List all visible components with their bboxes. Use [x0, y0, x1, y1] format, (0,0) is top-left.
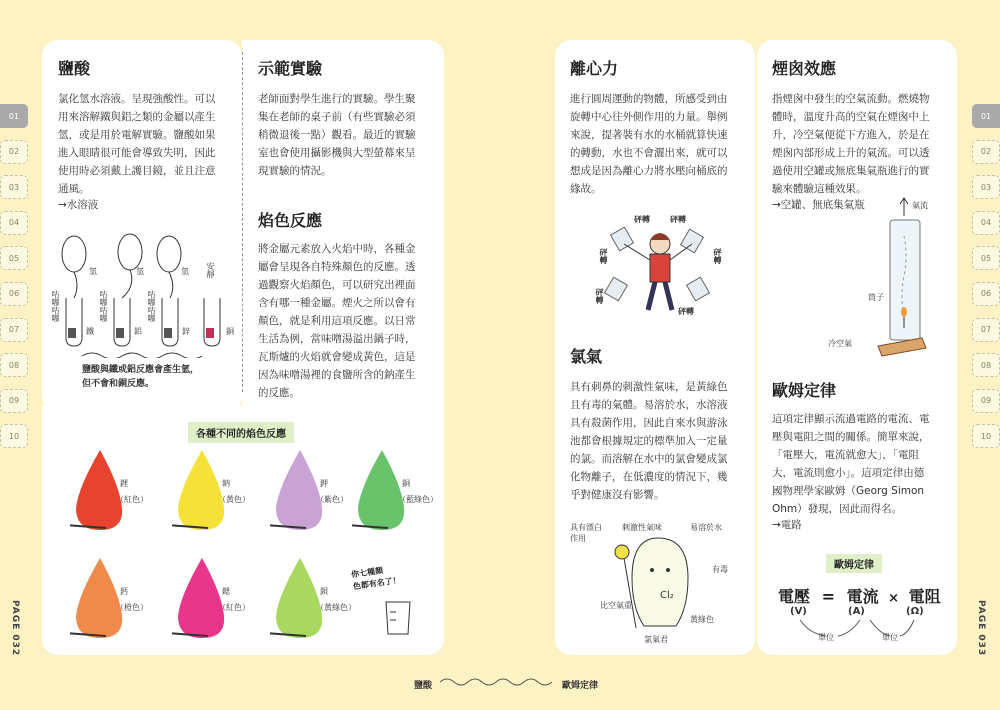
chlorine-formula: Cl₂: [660, 590, 674, 601]
chapter-tab[interactable]: 06: [972, 282, 1000, 306]
demo-line: 室也會使用攝影機與大型螢幕來呈: [258, 147, 416, 159]
hcl-line: 氯化氫水溶液。呈現強酸性。可以: [58, 93, 216, 105]
chapter-tab[interactable]: 08: [0, 353, 28, 377]
flame-item: [172, 556, 268, 648]
flames-header-text: 各種不同的焰色反應: [196, 429, 286, 440]
flame-line: 生活為例，當味噌湯溢出鍋子時，: [258, 333, 416, 345]
chapter-tab[interactable]: 03: [0, 175, 28, 199]
ohm-line: 「電壓大，電流就愈大」，「電阻: [772, 449, 919, 461]
voltage-term: 電壓: [778, 587, 811, 606]
centrifugal-title: 離心力: [570, 59, 619, 78]
sfx-label: 砰轉: [634, 215, 650, 224]
quiet-label: 安靜: [206, 262, 215, 278]
chapter-tab[interactable]: 02: [972, 140, 1000, 164]
hcl-caption: 但不會和銅反應。: [82, 379, 155, 389]
chimney-line: 過使用空罐或無底集氣瓶進行的實: [772, 165, 930, 177]
ohm-line: Ohm）發現，因此而得名。: [772, 503, 903, 515]
cold-air-label: 冷空氣: [828, 339, 852, 348]
chlorine-line: 具有刺鼻的刺激性氣味，是黃綠色: [570, 381, 728, 393]
flame-icon: [172, 556, 232, 646]
demo-line: 現實驗的情況。: [258, 165, 332, 177]
flame-metal-label: 鉀: [320, 479, 328, 488]
flame-line: 屬會呈現各自特殊顏色的反應。透: [258, 261, 416, 273]
flame-item: [172, 448, 268, 540]
chapter-tab[interactable]: 08: [972, 353, 1000, 377]
chimney-line: 體時，溫度升高的空氣在煙囪中上: [772, 111, 930, 123]
flame-color-label: （橙色）: [116, 603, 148, 612]
flame-metal-label: 銅: [402, 479, 410, 488]
flame-color-label: （藍綠色）: [398, 495, 438, 504]
chlorine-line: 乎對健康沒有影響。: [570, 489, 665, 501]
demo-line: 集在老師的桌子前（有些實驗必須: [258, 111, 416, 123]
chlorine-line: 的氯。而溶解在水中的氯會變成氯: [570, 453, 728, 465]
flame-line: 瓦斯爐的火焰就會變成黃色，這是: [258, 351, 416, 363]
toxic-label: 有毒: [712, 565, 728, 574]
flame-metal-label: 鋰: [120, 479, 128, 488]
bubble-sfx: 咕嘟咕嘟: [147, 290, 156, 322]
flame-icon: [70, 448, 130, 538]
flame-metal-label: 鋇: [320, 587, 328, 596]
flames-header: [188, 422, 294, 443]
flame-item: [352, 448, 448, 540]
flame-color-label: （紅色）: [218, 603, 250, 612]
flame-metal-label: 鍶: [222, 587, 230, 596]
spinning-bucket-illustration: [600, 214, 730, 324]
chapter-tab[interactable]: 09: [0, 389, 28, 413]
sfx-label: 砰轉: [599, 248, 608, 264]
hcl-line: 使用時必須戴上護目鏡，並且注意: [58, 165, 216, 177]
chlorine-line: 池都會根據規定的標準加入一定量: [570, 435, 728, 447]
flame-shape: [178, 450, 224, 530]
footer-left: 鹽酸: [414, 681, 433, 691]
chimney-line: 升，冷空氣便從下方進入，於是在: [772, 129, 930, 141]
chapter-tab[interactable]: 02: [0, 140, 28, 164]
unit-label: 單位: [882, 633, 898, 642]
metal-label: 鐵: [86, 327, 94, 336]
current-term: 電流: [846, 587, 879, 606]
chapter-tab[interactable]: 01: [0, 104, 28, 128]
sfx-label: 砰轉: [670, 215, 686, 224]
flame-icon: [270, 556, 330, 646]
flame-line: 顏色，就是利用這項反應。以日常: [258, 315, 416, 327]
page-number-left: PAGE 032: [10, 600, 20, 657]
chimney-diagram: [860, 196, 930, 362]
ohm-line: 這項定律顯示流過電路的電流、電: [772, 413, 930, 425]
times-sign: ×: [888, 591, 900, 606]
heavy-label: 比空氣重: [600, 601, 632, 610]
hcl-caption: 鹽酸與鐵或鋁反應會產生氫，: [82, 365, 200, 375]
ohm-line: 壓與電阻之間的關係。簡單來說，: [772, 431, 930, 443]
flame-line: 含有哪一種金屬。煙火之所以會有: [258, 297, 416, 309]
flame-color-label: （黃色）: [218, 495, 250, 504]
ohm-line: 大，電流則愈小」。這項定律由德: [772, 467, 925, 479]
sfx-label: 砰轉: [678, 307, 694, 316]
chimney-line: 煙囪內部形成上升的氣流。可以透: [772, 147, 930, 159]
chapter-tab[interactable]: 05: [972, 246, 1000, 270]
chimney-line: 驗來體驗這種效果。: [772, 183, 867, 195]
flame-color-label: （黃綠色）: [316, 603, 356, 612]
flame-line: 過觀察火焰顏色，可以研究出裡面: [258, 279, 416, 291]
chapter-tab[interactable]: 07: [0, 318, 28, 342]
unit-a: (A): [848, 606, 865, 617]
sfx-label: 砰轉: [713, 248, 722, 264]
centrifugal-line: 緣故。: [570, 183, 602, 195]
flame-icon: [270, 448, 330, 538]
chapter-tab[interactable]: 07: [972, 318, 1000, 342]
chapter-tab[interactable]: 04: [972, 211, 1000, 235]
bubble-line: 你七種顏: [350, 565, 384, 580]
ohm-box-title-text: 歐姆定律: [834, 560, 874, 571]
chimney-line: 指煙囪中發生的空氣流動。燃燒物: [772, 93, 930, 105]
centrifugal-line: 旋轉中心往外側作用的力量。舉例: [570, 111, 728, 123]
demo-line: 老師面對學生進行的實驗。學生聚: [258, 93, 416, 105]
centrifugal-line: 想成是因為離心力將水壓向桶底的: [570, 165, 728, 177]
ohm-title: 歐姆定律: [772, 381, 837, 400]
bubble-sfx: 咕嘟咕嘟: [99, 290, 108, 322]
chapter-tab[interactable]: 10: [972, 424, 1000, 448]
chlorine-title: 氯氣: [570, 347, 603, 366]
soluble-label: 易溶於水: [690, 523, 722, 532]
flame-shape: [276, 558, 322, 638]
hcl-line: 通風。: [58, 183, 90, 195]
flame-icon: [172, 448, 232, 538]
smell-label: 刺激性氣味: [622, 523, 662, 532]
flame-line: 將金屬元素放入火焰中時，各種金: [258, 243, 416, 255]
ohm-line: →電路: [772, 519, 802, 531]
hydrogen-label: 氫: [89, 267, 97, 276]
bubble-sfx: 咕嘟咕嘟: [51, 290, 60, 322]
hcl-line: 用來溶解鐵與鋁之類的金屬以產生: [58, 111, 216, 123]
flame-icon: [352, 448, 412, 538]
chapter-tab[interactable]: 10: [0, 424, 28, 448]
chapter-tab[interactable]: 04: [0, 211, 28, 235]
flame-test-title: 焰色反應: [258, 211, 323, 230]
airflow-label: 氣流: [912, 201, 928, 210]
ohm-box-title: [826, 554, 882, 573]
flame-item: [70, 556, 166, 648]
demo-title: 示範實驗: [258, 59, 323, 78]
chapter-tab[interactable]: 03: [972, 175, 1000, 199]
flame-color-label: （紫色）: [316, 495, 348, 504]
resistance-term: 電阻: [908, 587, 941, 606]
beaker-icon: [380, 598, 416, 638]
flame-color-label: （紅色）: [116, 495, 148, 504]
centrifugal-line: 的轉動，水也不會灑出來，就可以: [570, 147, 728, 159]
color-label: 黃綠色: [690, 615, 714, 624]
ohm-line: 國物理學家歐姆（Georg Simon: [772, 485, 925, 497]
flame-shape: [358, 450, 404, 530]
metal-label: 鋅: [182, 327, 190, 336]
bleach-label: 具有漂白作用: [570, 523, 602, 543]
centrifugal-line: 進行圓周運動的物體，所感受到由: [570, 93, 728, 105]
chimney-title: 煙囪效應: [772, 59, 837, 78]
hydrogen-label: 氫: [181, 267, 189, 276]
flame-shape: [276, 450, 322, 530]
column-divider: [242, 52, 243, 392]
ohm-formula: [778, 584, 941, 607]
footer-right: 歐姆定律: [562, 681, 599, 691]
chimney-line: →空罐、無底集氣瓶: [772, 199, 865, 211]
chapter-tabs-right: [972, 104, 1000, 460]
flame-shape: [76, 450, 122, 530]
chapter-tabs-left: [0, 104, 28, 460]
hcl-line: →水溶液: [58, 199, 99, 211]
flame-line: 因為味噌湯裡的食鹽所含的鈉產生: [258, 369, 416, 381]
hcl-title: 鹽酸: [58, 59, 91, 78]
chlorine-line: 具有殺菌作用，因此自來水與游泳: [570, 417, 728, 429]
chapter-tab[interactable]: 09: [972, 389, 1000, 413]
chlorine-line: 且有毒的氣體。易溶於水，水溶液: [570, 399, 728, 411]
flame-shape: [76, 558, 122, 638]
chapter-tab[interactable]: 05: [0, 246, 28, 270]
unit-v: (V): [790, 606, 807, 617]
unit-o: (Ω): [906, 606, 924, 617]
metal-label: 鋁: [134, 327, 142, 336]
flame-icon: [70, 556, 130, 646]
flame-shape: [178, 558, 224, 638]
flame-metal-label: 鈣: [120, 587, 128, 596]
centrifugal-line: 來說，提著裝有水的水桶就算快速: [570, 129, 728, 141]
chapter-tab[interactable]: 06: [0, 282, 28, 306]
hcl-line: 氫，或是用於電解實驗。鹽酸如果: [58, 129, 216, 141]
demo-line: 稍微退後一點）觀看。最近的實驗: [258, 129, 416, 141]
page-number-right: PAGE 033: [976, 600, 986, 657]
chapter-tab[interactable]: 01: [972, 104, 1000, 128]
sfx-label: 砰轉: [595, 288, 604, 304]
character-name: 氯氣君: [644, 635, 668, 644]
chlorine-line: 化物離子，在低濃度的情況下，幾: [570, 471, 728, 483]
unit-arrows: [790, 618, 930, 642]
flame-item: [70, 448, 166, 540]
tube-label: 筒子: [868, 293, 884, 302]
hydrogen-label: 氫: [136, 267, 144, 276]
equals-sign: =: [821, 587, 835, 606]
unit-label: 單位: [818, 633, 834, 642]
footer-wave: [440, 676, 552, 688]
flame-metal-label: 鈉: [222, 479, 230, 488]
bubble-line: 色都有名了！: [352, 575, 402, 592]
hcl-line: 進入眼睛很可能會導致失明，因此: [58, 147, 216, 159]
flame-line: 的反應。: [258, 387, 300, 399]
metal-label: 銅: [226, 327, 234, 336]
